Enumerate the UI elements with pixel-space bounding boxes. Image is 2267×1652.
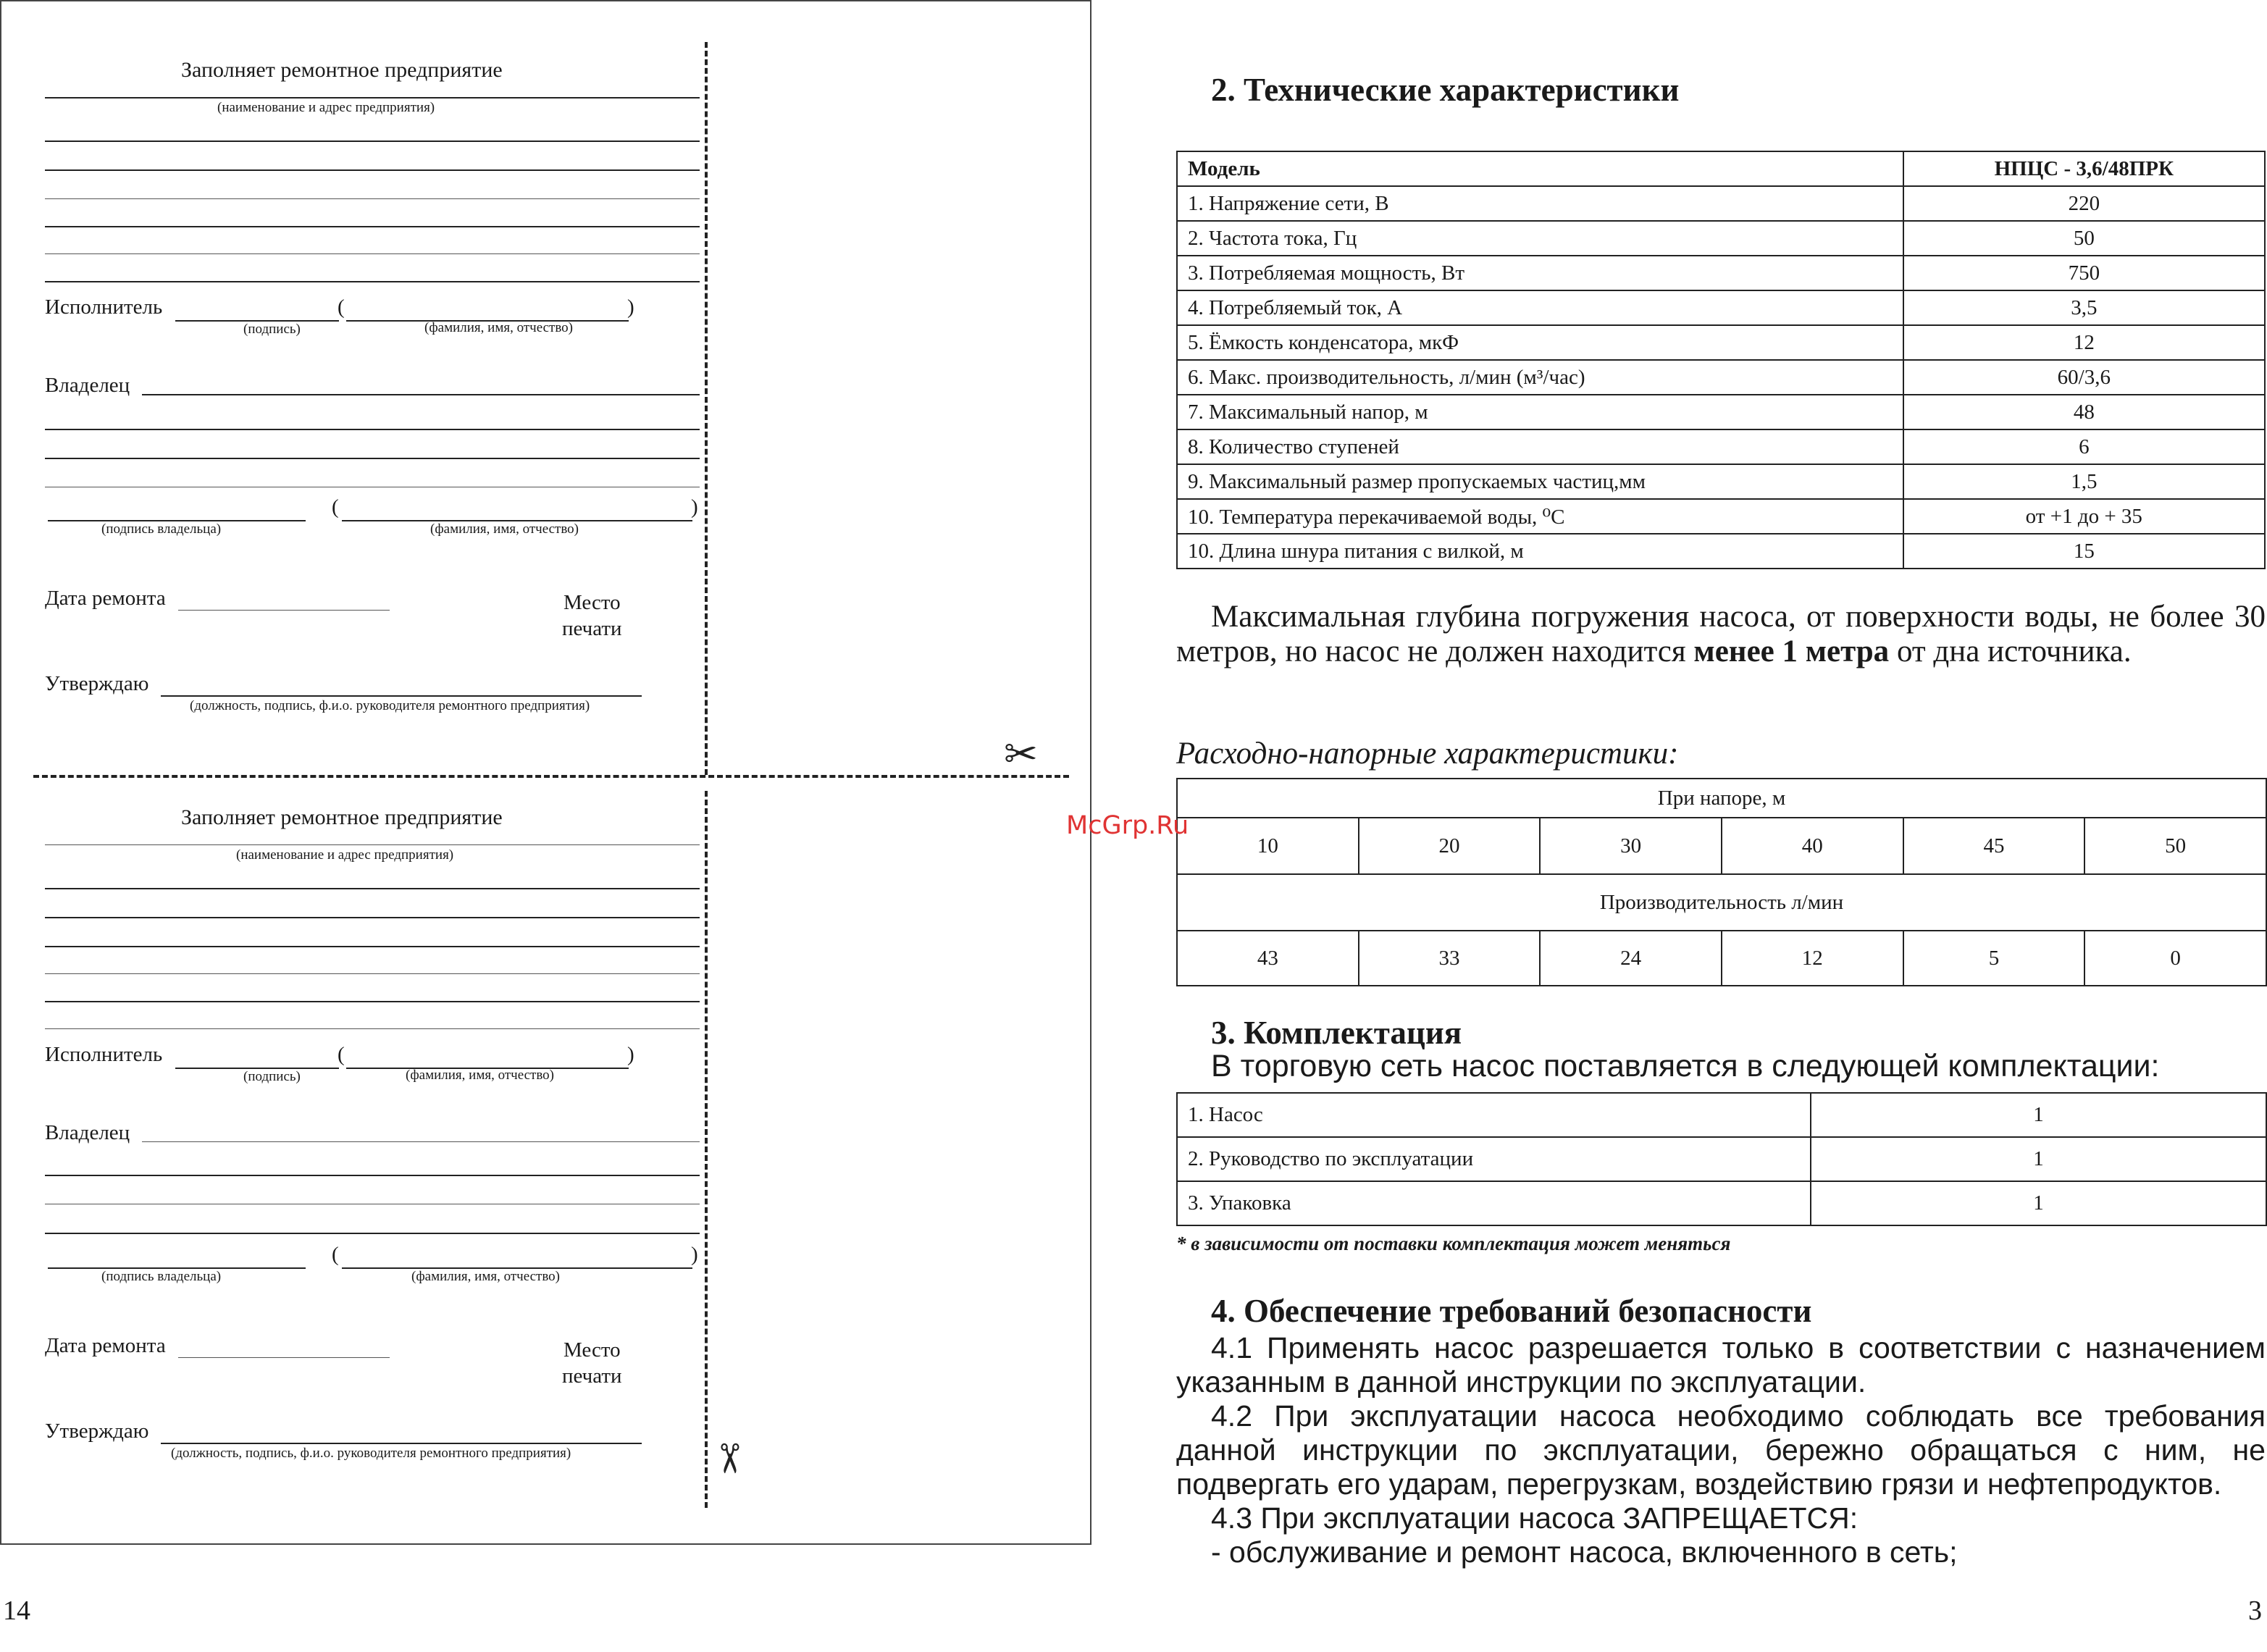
perf-head-value: 20	[1359, 818, 1541, 874]
form-line[interactable]	[45, 141, 700, 142]
repair-date-label: Дата ремонта	[45, 587, 166, 610]
spec-value: 48	[1903, 395, 2265, 429]
kit-section-title: 3. Комплектация	[1211, 1015, 1462, 1051]
perf-head-value: 45	[1903, 818, 2085, 874]
form-header: Заполняет ремонтное предприятие	[181, 58, 503, 82]
stamp-place-label: Место	[563, 591, 621, 614]
signature-caption: (подпись)	[243, 322, 301, 337]
spec-param: 6. Макс. производительность, л/мин (м³/час)	[1177, 360, 1903, 395]
kit-item: 3. Упаковка	[1177, 1181, 1811, 1225]
spec-value: 6	[1903, 429, 2265, 464]
form-line[interactable]	[45, 888, 700, 889]
fio-caption: (фамилия, имя, отчество)	[406, 1068, 555, 1083]
depth-text-part2: от дна источника.	[1889, 634, 2132, 668]
approve-line[interactable]	[161, 695, 642, 697]
approve-line[interactable]	[161, 1443, 642, 1444]
perf-flow-label: Производительность л/мин	[1177, 874, 2266, 931]
close-paren: )	[627, 295, 634, 319]
perf-flow-value: 33	[1359, 931, 1541, 986]
form-line[interactable]	[45, 1233, 700, 1234]
form-line[interactable]	[45, 946, 700, 947]
perf-flow-header-row	[1177, 874, 2266, 931]
depth-text-part1: Максимальная глубина погружения насоса, от поверхности воды, не более 30 метров, но насос не должен находится	[1176, 600, 2266, 668]
close-paren: )	[627, 1043, 634, 1066]
owner-fio-caption: (фамилия, имя, отчество)	[430, 521, 579, 537]
spec-row	[1177, 290, 2265, 325]
horizontal-cut-line	[33, 775, 1069, 778]
spec-value: 3,5	[1903, 290, 2265, 325]
left-page-frame	[0, 0, 1091, 1545]
spec-row	[1177, 325, 2265, 360]
spec-param: 10. Температура перекачиваемой воды, ⁰С	[1177, 499, 1903, 534]
spec-row	[1177, 221, 2265, 256]
perf-flow-value: 5	[1903, 931, 2085, 986]
stamp-print-label: печати	[562, 1364, 622, 1388]
repair-date-label: Дата ремонта	[45, 1334, 166, 1357]
perf-head-value: 30	[1540, 818, 1722, 874]
open-paren: (	[332, 495, 339, 519]
perf-head-values-row	[1177, 818, 2266, 874]
spec-param: 4. Потребляемый ток, А	[1177, 290, 1903, 325]
spec-param: 7. Максимальный напор, м	[1177, 395, 1903, 429]
form-line[interactable]	[45, 198, 700, 199]
enterprise-line[interactable]	[45, 97, 700, 98]
perf-head-label: При напоре, м	[1177, 779, 2266, 818]
spec-row	[1177, 534, 2265, 569]
depth-text-bold: менее 1 метра	[1693, 634, 1890, 668]
owner-fio-caption: (фамилия, имя, отчество)	[411, 1269, 561, 1284]
form-line[interactable]	[45, 458, 700, 459]
perf-head-value: 50	[2084, 818, 2266, 874]
fio-caption: (фамилия, имя, отчество)	[424, 320, 574, 335]
executor-label: Исполнитель	[45, 295, 163, 319]
spec-param: 2. Частота тока, Гц	[1177, 221, 1903, 256]
close-paren: )	[691, 495, 698, 519]
owner-signature-caption: (подпись владельца)	[101, 521, 222, 537]
kit-row	[1177, 1137, 2266, 1181]
kit-row	[1177, 1093, 2266, 1137]
kit-item: 1. Насос	[1177, 1093, 1811, 1137]
perf-head-value: 40	[1722, 818, 1903, 874]
spec-header-model: НПЦС - 3,6/48ПРК	[1903, 151, 2265, 186]
spec-value: 220	[1903, 186, 2265, 221]
kit-qty: 1	[1811, 1093, 2266, 1137]
repair-date-line[interactable]	[178, 610, 390, 611]
spec-param: 9. Максимальный размер пропускаемых частиц,мм	[1177, 464, 1903, 499]
watermark: McGrp.Ru	[1066, 811, 1189, 840]
spec-row	[1177, 429, 2265, 464]
owner-line[interactable]	[142, 394, 700, 395]
safety-item: - обслуживание и ремонт насоса, включенного в сеть;	[1211, 1535, 1958, 1569]
form-header: Заполняет ремонтное предприятие	[181, 805, 503, 829]
safety-item: 4.2 При эксплуатации насоса необходимо соблюдать все требования данной инструкции по эксплуатации, бережно обращаться с ним, не подвергать его ударам, перегрузкам, воздействию грязи и нефтепродуктов.	[1176, 1399, 2266, 1501]
enterprise-caption: (наименование и адрес предприятия)	[217, 100, 435, 115]
spec-header-label: Модель	[1177, 151, 1903, 186]
kit-item: 2. Руководство по эксплуатации	[1177, 1137, 1811, 1181]
close-paren: )	[691, 1243, 698, 1266]
form-line[interactable]	[45, 281, 700, 282]
spec-value: 50	[1903, 221, 2265, 256]
spec-row	[1177, 186, 2265, 221]
scissors-icon: ✂	[1004, 732, 1038, 777]
form-line[interactable]	[45, 1175, 700, 1176]
spec-param: 8. Количество ступеней	[1177, 429, 1903, 464]
vertical-cut-line-upper	[705, 42, 708, 775]
spec-value: 12	[1903, 325, 2265, 360]
spec-value: 1,5	[1903, 464, 2265, 499]
repair-date-line[interactable]	[178, 1357, 390, 1358]
stamp-print-label: печати	[562, 617, 622, 640]
spec-value: 60/3,6	[1903, 360, 2265, 395]
form-line[interactable]	[45, 1028, 700, 1029]
approve-label: Утверждаю	[45, 1420, 149, 1443]
open-paren: (	[332, 1243, 339, 1266]
spec-table	[1176, 151, 2266, 569]
perf-flow-value: 24	[1540, 931, 1722, 986]
owner-label: Владелец	[45, 374, 130, 397]
performance-table	[1176, 778, 2267, 986]
perf-head-value: 10	[1177, 818, 1359, 874]
page-number-left: 14	[3, 1596, 30, 1626]
perf-title: Расходно-напорные характеристики:	[1176, 737, 1679, 771]
approve-caption: (должность, подпись, ф.и.о. руководителя ремонтного предприятия)	[190, 698, 590, 713]
spec-value: от +1 до + 35	[1903, 499, 2265, 534]
kit-row	[1177, 1181, 2266, 1225]
form-line[interactable]	[45, 917, 700, 918]
form-line[interactable]	[45, 253, 700, 254]
spec-header-row	[1177, 151, 2265, 186]
safety-item: 4.3 При эксплуатации насоса ЗАПРЕЩАЕТСЯ:	[1211, 1501, 1859, 1535]
spec-value: 15	[1903, 534, 2265, 569]
kit-qty: 1	[1811, 1181, 2266, 1225]
owner-line[interactable]	[142, 1141, 700, 1142]
approve-label: Утверждаю	[45, 672, 149, 695]
spec-param: 3. Потребляемая мощность, Вт	[1177, 256, 1903, 290]
owner-label: Владелец	[45, 1121, 130, 1144]
perf-header-row	[1177, 779, 2266, 818]
spec-row	[1177, 464, 2265, 499]
safety-item: 4.1 Применять насос разрешается только в соответствии с назначением указанным в данной инструкции по эксплуатации.	[1176, 1331, 2266, 1399]
open-paren: (	[338, 1043, 345, 1066]
form-line[interactable]	[45, 226, 700, 227]
owner-signature-caption: (подпись владельца)	[101, 1269, 222, 1284]
spec-value: 750	[1903, 256, 2265, 290]
tech-section-title: 2. Технические характеристики	[1211, 72, 1680, 108]
enterprise-caption: (наименование и адрес предприятия)	[236, 847, 454, 863]
form-line[interactable]	[45, 973, 700, 974]
kit-table	[1176, 1092, 2267, 1226]
spec-row	[1177, 395, 2265, 429]
kit-qty: 1	[1811, 1137, 2266, 1181]
form-line[interactable]	[45, 169, 700, 171]
scissors-icon: ✂	[705, 1441, 751, 1476]
perf-flow-values-row	[1177, 931, 2266, 986]
perf-flow-value: 12	[1722, 931, 1903, 986]
executor-label: Исполнитель	[45, 1043, 163, 1066]
spec-row	[1177, 499, 2265, 534]
spec-param: 1. Напряжение сети, В	[1177, 186, 1903, 221]
perf-flow-value: 0	[2084, 931, 2266, 986]
spec-row	[1177, 256, 2265, 290]
approve-caption: (должность, подпись, ф.и.о. руководителя ремонтного предприятия)	[171, 1446, 571, 1461]
form-line[interactable]	[45, 429, 700, 430]
enterprise-line[interactable]	[45, 844, 700, 845]
kit-note: * в зависимости от поставки комплектация может меняться	[1176, 1233, 1731, 1254]
form-line[interactable]	[45, 1001, 700, 1002]
kit-intro: В торговую сеть насос поставляется в следующей комплектации:	[1211, 1049, 2160, 1083]
spec-row	[1177, 360, 2265, 395]
perf-flow-value: 43	[1177, 931, 1359, 986]
stamp-place-label: Место	[563, 1338, 621, 1362]
spec-param: 5. Ёмкость конденсатора, мкФ	[1177, 325, 1903, 360]
open-paren: (	[338, 295, 345, 319]
page-number-right: 3	[2248, 1596, 2262, 1626]
safety-section-title: 4. Обеспечение требований безопасности	[1211, 1293, 1812, 1329]
depth-paragraph	[1176, 600, 2266, 669]
vertical-cut-line-lower	[705, 791, 708, 1508]
spec-param: 10. Длина шнура питания с вилкой, м	[1177, 534, 1903, 569]
safety-body	[1176, 1331, 2266, 1569]
signature-caption: (подпись)	[243, 1069, 301, 1084]
